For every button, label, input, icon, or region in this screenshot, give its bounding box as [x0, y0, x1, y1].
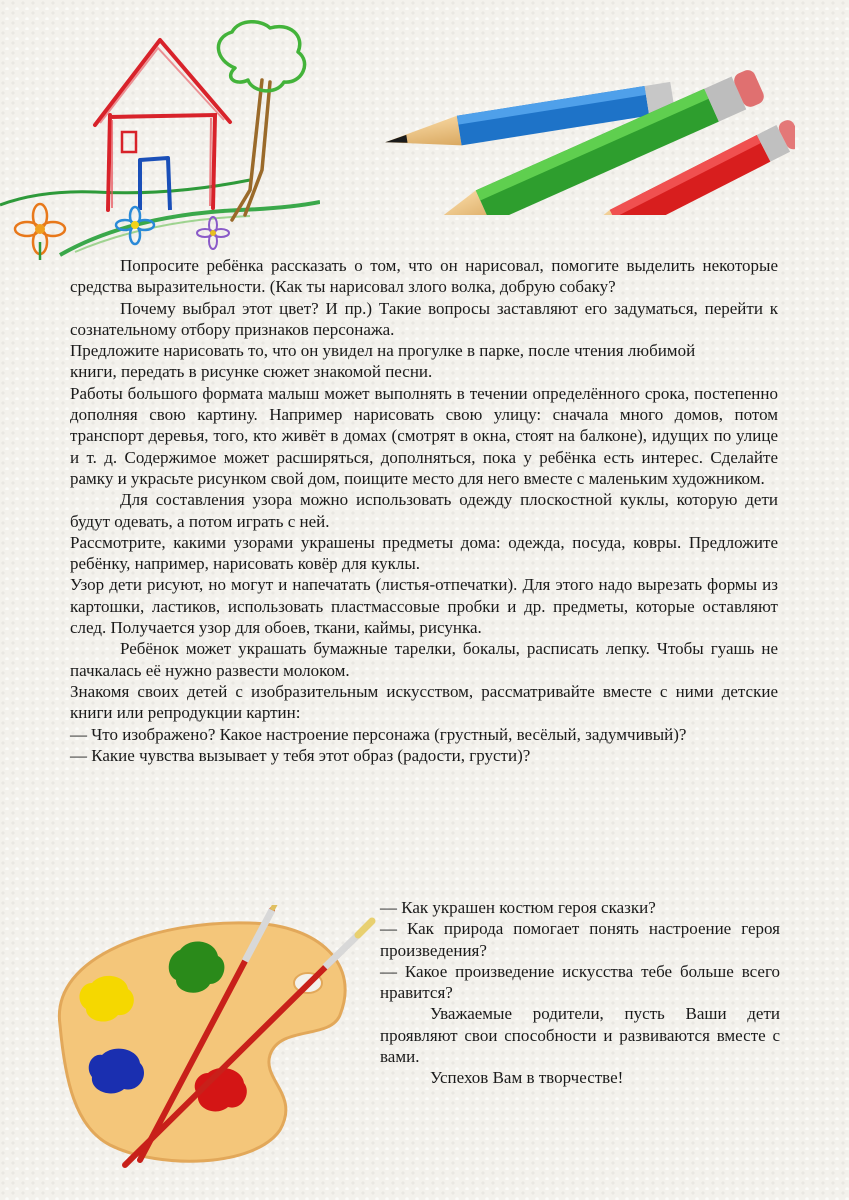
paragraph: Узор дети рисуют, но могут и напечатать (листья-отпечатки). Для этого надо вырезать формы из картошки, ластиков, использовать пластмассовые пробки и др. предметы, которые оставляют след. Получается узор для обоев, ткани, каймы, рисунка. — [70, 575, 778, 638]
closing-wish: Успехов Вам в творчестве! — [430, 1068, 624, 1088]
paragraph: Знакомя своих детей с изобразительным искусством, рассматривайте вместе с ними детские книги или репродукции картин: — [70, 681, 778, 723]
house-window — [122, 132, 136, 152]
paragraph: Ребёнок может украшать бумажные тарелки, бокалы, расписать лепку. Чтобы гуашь не пачкалась её нужно развести молоком. — [70, 639, 778, 680]
blue-flower-icon — [116, 207, 154, 244]
hill-line — [60, 202, 320, 255]
paragraph: Попросите ребёнка рассказать о том, что он нарисовал, помогите выделить некоторые средства выразительности. (Как ты нарисовал злого волка, добрую собаку? — [70, 256, 778, 297]
pencils-illustration — [385, 35, 795, 215]
paragraph: Рассмотрите, какими узорами украшены предметы дома: одежда, посуда, ковры. Предложите ребёнку, например, нарисовать ковёр для куклы. — [70, 532, 778, 574]
question-item: — Какие чувства вызывает у тебя этот образ (радости, грусти)? — [70, 745, 531, 765]
house-door — [140, 158, 170, 210]
question-item: — Что изображено? Какое настроение персонажа (грустный, весёлый, задумчивый)? — [70, 724, 687, 744]
house-walls — [108, 115, 215, 210]
closing-paragraph: Уважаемые родители, пусть Ваши дети проявляют свои способности и развиваются вместе с вами. — [380, 1004, 780, 1067]
tree-trunk — [232, 80, 270, 220]
side-text-column — [380, 897, 780, 1089]
paragraph: Предложите нарисовать то, что он увидел на прогулке в парке, после чтения любимой книги, передать в рисунке сюжет знакомой песни. — [70, 341, 696, 382]
house-drawing-illustration — [0, 20, 320, 260]
paragraph: Почему выбрал этот цвет? И пр.) Такие вопросы заставляют его задуматься, перейти к сознательному отбору признаков персонажа. — [70, 298, 778, 339]
main-text-column — [70, 255, 778, 766]
question-item: — Какое произведение искусства тебе больше всего нравится? — [380, 961, 780, 1003]
paint-palette-illustration — [40, 905, 380, 1175]
purple-flower-icon — [197, 217, 229, 249]
paragraph: Работы большого формата малыш может выполнять в течении определённого срока, постепенно дополняя свою картину. Например нарисовать свою улицу: сначала много домов, потом транспорт деревья, того, кто живёт в домах (смотрят в окна, стоят на балконе), идущих по улице и т. д. Содержимое может расширяться, дополняться, пока у ребёнка есть интерес. Сделайте рамку и украсьте рисунком свой дом, поищите место для него вместе с маленьким художником. — [70, 383, 778, 488]
question-item: — Как природа помогает понять настроение героя произведения? — [380, 919, 780, 960]
question-item: — Как украшен костюм героя сказки? — [380, 898, 656, 917]
paragraph: Для составления узора можно использовать одежду плоскостной куклы, которую дети будут одевать, а потом играть с ней. — [70, 490, 778, 531]
orange-flower-icon — [15, 204, 65, 260]
